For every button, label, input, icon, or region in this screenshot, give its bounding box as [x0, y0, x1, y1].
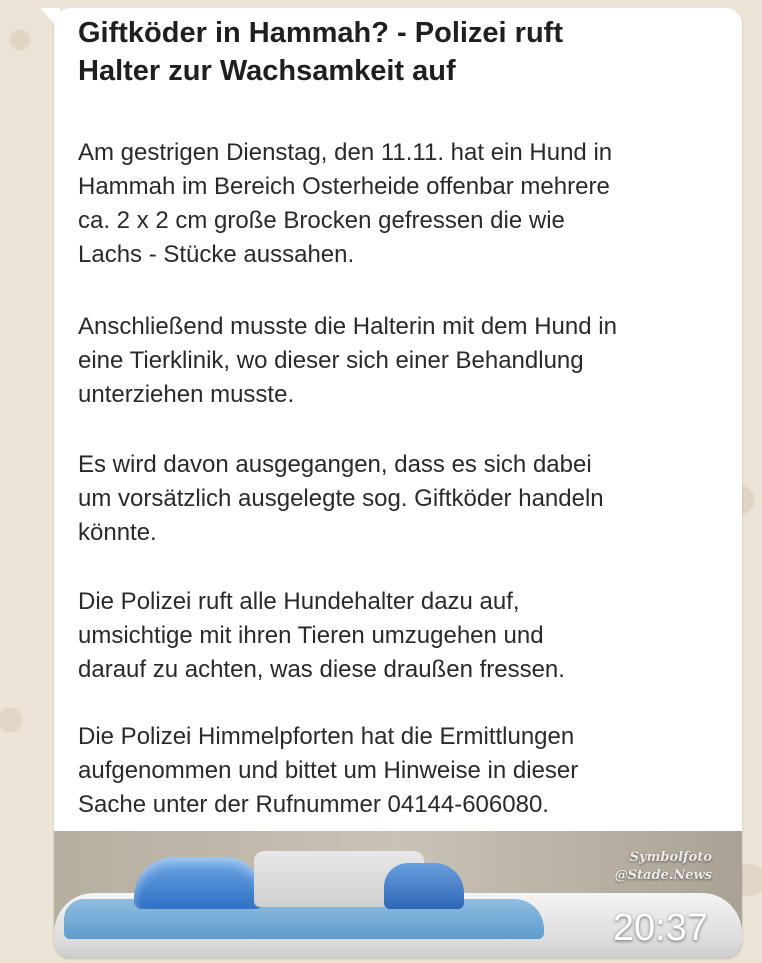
police-car-photo: [54, 831, 742, 958]
paragraph-3: Es wird davon ausgegangen, dass es sich dabei um vorsätzlich ausgelegte sog. Giftköder handeln könnte.: [78, 451, 604, 546]
paragraph-2: Anschließend musste die Halterin mit dem Hund in eine Tierklinik, wo dieser sich einer Behandlung unterziehen musste.: [78, 313, 617, 408]
paragraph-5: Die Polizei Himmelpforten hat die Ermittlungen aufgenommen und bittet um Hinweise in dieser Sache unter der Rufnummer 04144-606080.: [78, 723, 579, 818]
headline-line-2: Halter zur Wachsamkeit auf: [78, 55, 456, 87]
message-timestamp: 20:37: [612, 907, 708, 949]
image-message-bubble[interactable]: [54, 8, 742, 958]
headline-line-1: Giftköder in Hammah? - Polizei ruft: [78, 17, 563, 49]
paragraph-1: Am gestrigen Dienstag, den 11.11. hat ein Hund in Hammah im Bereich Osterheide offenbar mehrere ca. 2 x 2 cm große Brocken gefressen die wie Lachs - Stücke aussahen.: [78, 139, 613, 268]
photo-watermark: Symbolfoto @Stade.News: [614, 850, 712, 883]
article-headline: [78, 14, 718, 90]
paragraph-4: Die Polizei ruft alle Hundehalter dazu auf, umsichtige mit ihren Tieren umzugehen und darauf zu achten, was diese draußen fressen.: [78, 588, 565, 683]
police-light-bar-icon: [54, 849, 654, 933]
